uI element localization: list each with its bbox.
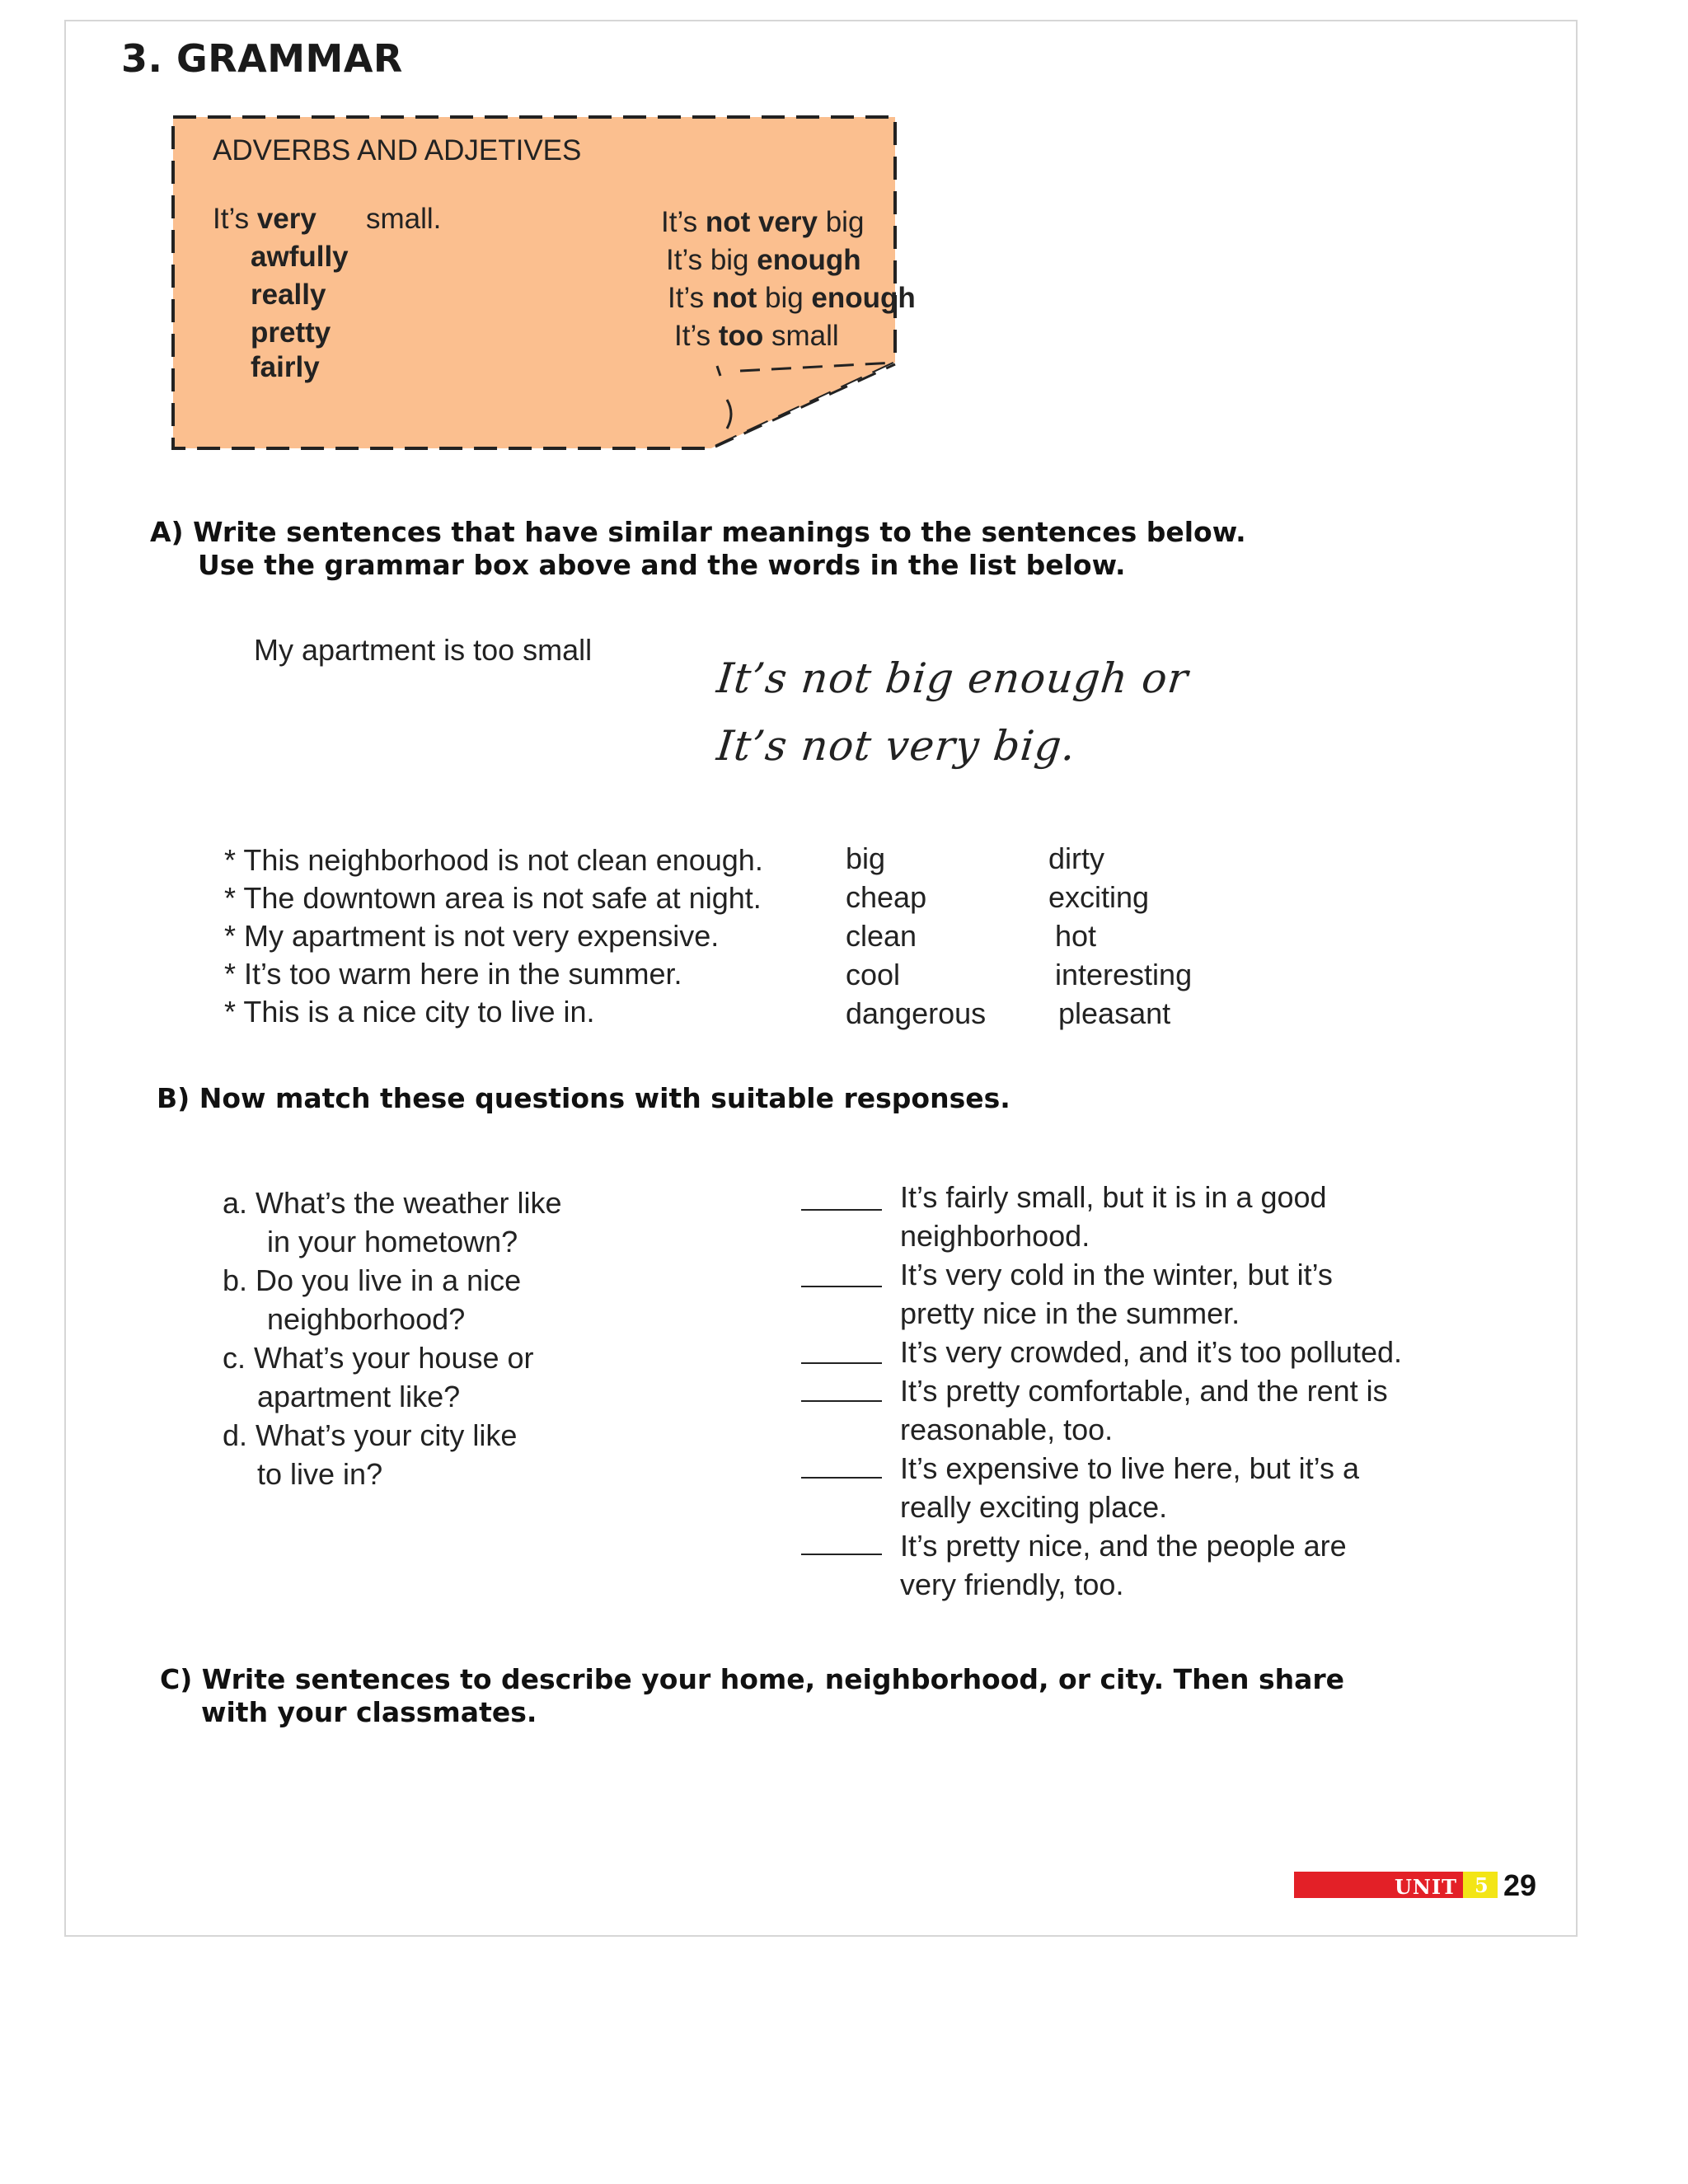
word-list-column-1 <box>846 839 986 1033</box>
question-b: b. Do you live in a nice <box>223 1263 522 1297</box>
response-2-cont: pretty nice in the summer. <box>900 1296 1240 1330</box>
word-list-item: clean <box>846 919 917 953</box>
word-list-item: dangerous <box>846 996 987 1030</box>
part-a-sentence: * This neighborhood is not clean enough. <box>224 843 763 877</box>
part-a-instruction-line1: A) Write sentences that have similar meanings to the sentences below. <box>150 516 1246 548</box>
question-c: c. What’s your house or <box>223 1341 534 1375</box>
question-d: d. What’s your city like <box>223 1418 518 1452</box>
grammar-adverb: awfully <box>251 241 349 273</box>
word-list-item: exciting <box>1048 880 1150 914</box>
response-6: It’s pretty nice, and the people are <box>900 1529 1347 1563</box>
answer-blank-3[interactable] <box>801 1362 882 1364</box>
grammar-right-text: It’s <box>661 206 706 238</box>
grammar-right-text: big <box>757 282 812 314</box>
response-5: It’s expensive to live here, but it’s a <box>900 1451 1359 1485</box>
word-list-item: interesting <box>1055 958 1193 991</box>
unit-label: UNIT <box>1395 1875 1457 1899</box>
word-list-item: big <box>846 841 886 875</box>
response-4-cont: reasonable, too. <box>900 1413 1114 1446</box>
part-a-sentence: * My apartment is not very expensive. <box>224 919 720 953</box>
grammar-adverb: fairly <box>251 351 320 383</box>
word-list-column-2 <box>1048 839 1192 1033</box>
grammar-right-emph: not <box>711 282 757 314</box>
grammar-right-text: It’s <box>674 320 719 352</box>
grammar-right-line3 <box>668 279 916 317</box>
grammar-adverb-list <box>251 238 349 387</box>
part-b-question-list <box>223 1183 562 1493</box>
grammar-right-line2 <box>666 241 861 279</box>
word-list-item: pleasant <box>1058 996 1171 1030</box>
grammar-right-emph: enough <box>757 244 861 276</box>
question-b-cont: neighborhood? <box>267 1302 466 1336</box>
grammar-left-line1 <box>213 200 316 238</box>
response-4: It’s pretty comfortable, and the rent is <box>900 1374 1388 1408</box>
answer-blank-2[interactable] <box>801 1286 882 1287</box>
grammar-adverb: really <box>251 279 326 311</box>
grammar-right-line1 <box>661 204 864 241</box>
part-a-instruction-line2: Use the grammar box above and the words in the list below. <box>198 549 1126 581</box>
response-6-cont: very friendly, too. <box>900 1568 1124 1601</box>
grammar-right-text: small <box>763 320 839 352</box>
response-1: It’s fairly small, but it is in a good <box>900 1180 1327 1214</box>
part-c-instruction-line1: C) Write sentences to describe your home, neighborhood, or city. Then share <box>160 1663 1345 1695</box>
part-b-response-list <box>900 1178 1402 1604</box>
response-3: It’s very crowded, and it’s too polluted. <box>900 1335 1403 1369</box>
unit-number: 5 <box>1475 1873 1489 1897</box>
grammar-right-line4 <box>674 317 839 355</box>
word-list-item: hot <box>1055 919 1097 953</box>
grammar-left-adverb: very <box>256 203 316 235</box>
handwritten-answer-line1: It’s not big enough or <box>714 654 1191 702</box>
grammar-adverb: pretty <box>251 316 331 349</box>
response-2: It’s very cold in the winter, but it’s <box>900 1258 1333 1291</box>
answer-blank-5[interactable] <box>801 1477 882 1479</box>
section-title: 3. GRAMMAR <box>121 36 403 81</box>
part-a-sentence-list <box>224 841 763 1031</box>
word-list-item: dirty <box>1048 841 1105 875</box>
grammar-right-text: big <box>817 206 865 238</box>
grammar-left-adjective: small. <box>366 203 442 235</box>
answer-blank-1[interactable] <box>801 1209 882 1211</box>
grammar-box-title: ADVERBS AND ADJETIVES <box>213 134 582 166</box>
grammar-right-text: It’s <box>668 282 712 314</box>
grammar-left-prefix: It’s <box>213 203 257 235</box>
response-1-cont: neighborhood. <box>900 1219 1090 1253</box>
grammar-right-emph: too <box>718 320 764 352</box>
part-a-sentence: * It’s too warm here in the summer. <box>224 957 682 991</box>
page-number: 29 <box>1503 1868 1537 1902</box>
response-5-cont: really exciting place. <box>900 1490 1168 1524</box>
part-b-instruction: B) Now match these questions with suitable responses. <box>157 1082 1010 1114</box>
question-d-cont: to live in? <box>257 1457 383 1491</box>
question-c-cont: apartment like? <box>257 1380 461 1413</box>
handwritten-answer-line2: It’s not very big. <box>714 722 1079 770</box>
grammar-right-emph: not very <box>705 206 818 238</box>
word-list-item: cool <box>846 958 901 991</box>
part-a-sentence: * This is a nice city to live in. <box>224 995 595 1029</box>
part-a-sentence: * The downtown area is not safe at night. <box>224 881 762 915</box>
grammar-right-text: It’s big <box>666 244 757 276</box>
grammar-right-emph: enough <box>811 282 916 314</box>
answer-blank-6[interactable] <box>801 1554 882 1555</box>
part-c-instruction-line2: with your classmates. <box>201 1696 537 1728</box>
answer-blank-4[interactable] <box>801 1400 882 1402</box>
part-a-example: My apartment is too small <box>254 633 593 667</box>
question-a-cont: in your hometown? <box>267 1225 518 1258</box>
word-list-item: cheap <box>846 880 927 914</box>
question-a: a. What’s the weather like <box>223 1186 562 1220</box>
